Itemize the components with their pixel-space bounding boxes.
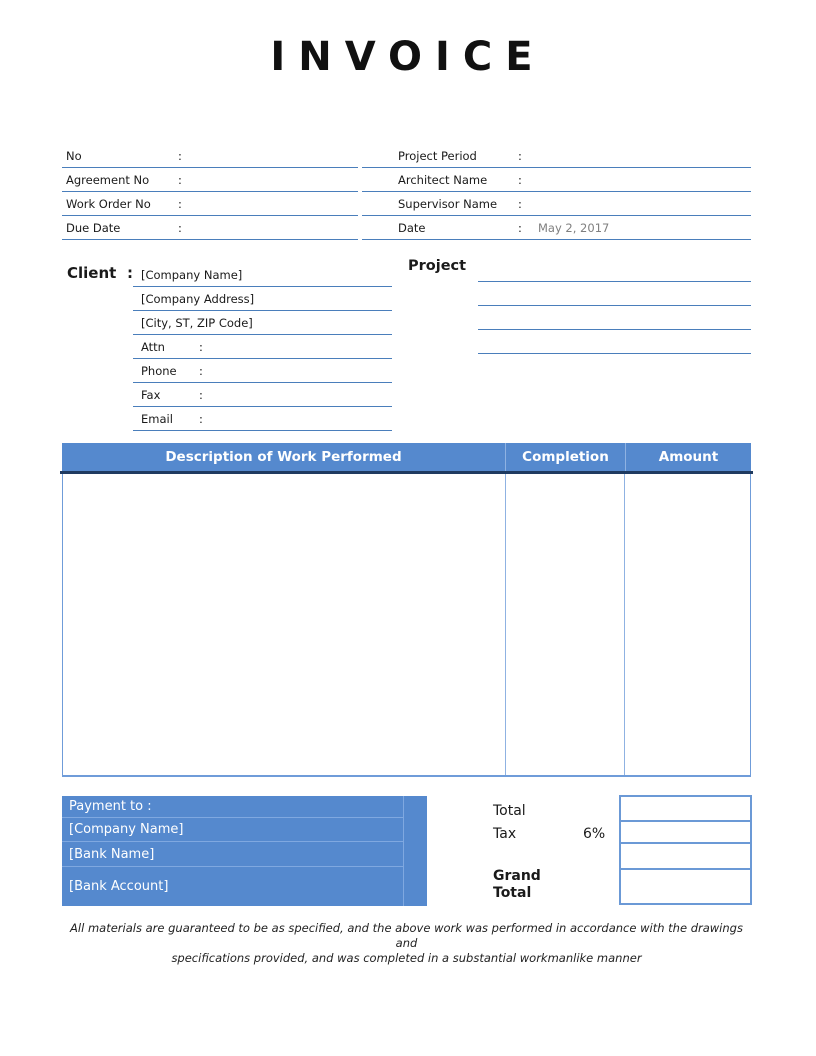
client-fax-field[interactable] <box>133 383 392 407</box>
meta-label: Architect Name <box>398 173 488 187</box>
meta-label: Supervisor Name <box>398 197 498 211</box>
project-line-3[interactable] <box>478 306 751 330</box>
payment-company-name-row[interactable] <box>62 818 403 842</box>
placeholder-text[interactable]: [Company Name] <box>69 822 184 837</box>
tax-amount-box[interactable] <box>619 820 752 844</box>
tax-label: Tax <box>493 826 517 842</box>
colon-separator: : <box>518 149 522 163</box>
meta-label: Project Period <box>398 149 477 163</box>
meta-field-no[interactable] <box>62 144 358 168</box>
client-email-field[interactable] <box>133 407 392 431</box>
meta-field-project-period[interactable] <box>362 144 751 168</box>
colon-separator: : <box>518 221 522 235</box>
amount-cell[interactable] <box>625 474 750 775</box>
placeholder-text[interactable]: [Company Address] <box>141 292 255 306</box>
meta-label: Agreement No <box>66 173 150 187</box>
payment-rows <box>62 796 403 906</box>
payment-bank-account-row[interactable] <box>62 867 403 906</box>
client-fields <box>133 263 392 431</box>
payment-to-label: Payment to : <box>69 799 152 814</box>
column-header-completion: Completion <box>505 443 625 471</box>
tax-rate-value: 6% <box>583 826 606 842</box>
colon-separator: : <box>518 197 522 211</box>
guarantee-note-line-2: specifications provided, and was completed in a substantial workmanlike manner <box>171 951 642 965</box>
work-table-header <box>62 443 751 471</box>
work-table-body <box>62 474 751 777</box>
placeholder-text[interactable]: [City, ST, ZIP Code] <box>141 316 253 330</box>
payment-to-row <box>62 796 403 818</box>
colon-separator: : <box>199 340 203 354</box>
grand-total-amount-box[interactable] <box>619 868 752 905</box>
total-amount-box[interactable] <box>619 795 752 822</box>
project-line-2[interactable] <box>478 282 751 306</box>
other-amount-box[interactable] <box>619 842 752 870</box>
colon-separator: : <box>178 221 182 235</box>
meta-label: Due Date <box>66 221 121 235</box>
grand-total-label: Grand Total <box>493 868 541 901</box>
client-attn-field[interactable] <box>133 335 392 359</box>
total-label: Total <box>493 803 526 819</box>
meta-label: Date <box>398 221 426 235</box>
payment-info-box <box>62 796 427 906</box>
colon-separator: : <box>199 364 203 378</box>
meta-field-agreement-no[interactable] <box>62 168 358 192</box>
placeholder-text[interactable]: [Bank Account] <box>69 879 169 894</box>
client-phone-field[interactable] <box>133 359 392 383</box>
project-line-4[interactable] <box>478 330 751 354</box>
meta-field-architect-name[interactable] <box>362 168 751 192</box>
guarantee-note-line-1: All materials are guaranteed to be as specified, and the above work was performed in accordance with the drawings and <box>70 921 743 950</box>
meta-field-date[interactable] <box>362 216 751 240</box>
meta-field-work-order-no[interactable] <box>62 192 358 216</box>
date-value: May 2, 2017 <box>538 221 610 235</box>
project-fields <box>478 258 751 354</box>
column-header-amount: Amount <box>625 443 751 471</box>
colon-separator: : <box>518 173 522 187</box>
colon-separator: : <box>178 197 182 211</box>
field-label: Email <box>141 412 173 426</box>
field-label: Fax <box>141 388 161 402</box>
meta-label: Work Order No <box>66 197 151 211</box>
client-company-name-field[interactable] <box>133 263 392 287</box>
field-label: Phone <box>141 364 177 378</box>
totals-amount-boxes <box>619 795 752 905</box>
client-company-address-field[interactable] <box>133 287 392 311</box>
project-heading: Project <box>408 258 467 274</box>
field-label: Attn <box>141 340 165 354</box>
placeholder-text[interactable]: [Company Name] <box>141 268 243 282</box>
completion-cell[interactable] <box>505 474 625 775</box>
document-title: INVOICE <box>270 34 546 80</box>
client-city-st-zip-field[interactable] <box>133 311 392 335</box>
client-heading: Client <box>67 264 117 282</box>
meta-field-due-date[interactable] <box>62 216 358 240</box>
description-cell[interactable] <box>63 474 505 775</box>
column-header-description: Description of Work Performed <box>165 449 402 465</box>
payment-side-cell <box>403 796 427 906</box>
colon-separator: : <box>178 173 182 187</box>
meta-field-supervisor-name[interactable] <box>362 192 751 216</box>
colon-separator: : <box>178 149 182 163</box>
colon-separator: : <box>199 388 203 402</box>
colon-separator: : <box>127 264 133 282</box>
guarantee-note <box>62 921 751 966</box>
project-line-1[interactable] <box>478 258 751 282</box>
meta-label: No <box>66 149 82 163</box>
payment-bank-name-row[interactable] <box>62 842 403 867</box>
colon-separator: : <box>199 412 203 426</box>
placeholder-text[interactable]: [Bank Name] <box>69 846 155 862</box>
